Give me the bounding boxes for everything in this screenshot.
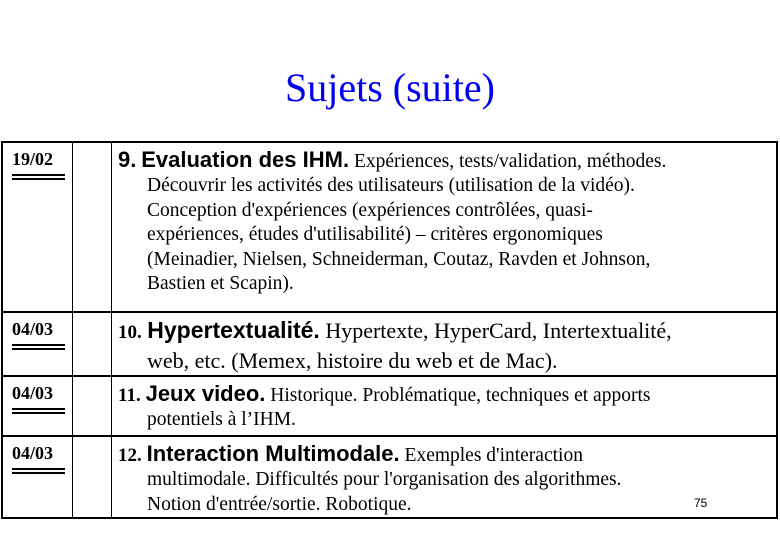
- topic-line: Découvrir les activités des utilisateurs (utilisation de la vidéo).: [147, 175, 635, 197]
- topic-number: 10.: [118, 322, 142, 343]
- topic-line: Conception d'expériences (expériences contrôlées, quasi-: [147, 199, 593, 221]
- topic-heading: Hypertextualité.: [147, 317, 320, 343]
- session-date: 04/03: [12, 443, 54, 463]
- topic-line: potentiels à l’IHM.: [147, 409, 296, 431]
- topic-line: Historique. Problématique, techniques et apports: [265, 385, 651, 406]
- topic-number: 11.: [118, 385, 141, 406]
- slide-title: Sujets (suite): [285, 65, 495, 110]
- schedule-row-12: [3, 435, 776, 519]
- topic-line: multimodale. Difficultés pour l'organisation des algorithmes.: [147, 469, 622, 491]
- date-underline: [12, 348, 65, 350]
- date-underline: [12, 412, 65, 414]
- topic-line: web, etc. (Memex, histoire du web et de Mac).: [147, 348, 558, 373]
- page-number: 75: [694, 496, 708, 510]
- schedule-row-11: [3, 375, 776, 437]
- column-divider: [111, 437, 112, 519]
- topic-description: [118, 382, 774, 433]
- date-underline: [12, 174, 65, 176]
- date-cell: [3, 437, 73, 519]
- session-date: 04/03: [12, 319, 54, 339]
- topic-line: Notion d'entrée/sortie. Robotique.: [147, 493, 412, 515]
- schedule-row-10: [3, 311, 776, 377]
- topic-heading: Evaluation des IHM.: [141, 147, 350, 172]
- date-underline: [12, 178, 65, 180]
- session-date: 19/02: [12, 149, 54, 169]
- date-underline: [12, 472, 65, 474]
- topic-number: 9.: [118, 147, 137, 172]
- date-cell: [3, 313, 73, 377]
- topic-number: 12.: [118, 445, 142, 466]
- topic-line: Expériences, tests/validation, méthodes.: [349, 151, 667, 172]
- date-underline: [12, 468, 65, 470]
- topic-line: Hypertexte, HyperCard, Intertextualité,: [319, 318, 672, 343]
- topic-line: Bastien et Scapin).: [147, 273, 294, 295]
- topic-line: (Meinadier, Nielsen, Schneiderman, Coutaz, Ravden et Johnson,: [147, 248, 651, 270]
- column-divider: [111, 143, 112, 311]
- topic-description: [118, 442, 774, 517]
- date-cell: [3, 143, 73, 311]
- column-divider: [111, 313, 112, 377]
- schedule-table: [1, 141, 778, 519]
- date-underline: [12, 344, 65, 346]
- schedule-row-9: [3, 143, 776, 311]
- column-divider: [111, 377, 112, 437]
- topic-description: [118, 316, 774, 375]
- date-underline: [12, 408, 65, 410]
- topic-line: expériences, études d'utilisabilité) – critères ergonomiques: [147, 224, 603, 246]
- topic-line: Exemples d'interaction: [399, 445, 583, 466]
- date-cell: [3, 377, 73, 437]
- topic-description: [118, 148, 774, 296]
- topic-heading: Jeux video.: [145, 381, 266, 406]
- session-date: 04/03: [12, 383, 54, 403]
- topic-heading: Interaction Multimodale.: [146, 441, 400, 466]
